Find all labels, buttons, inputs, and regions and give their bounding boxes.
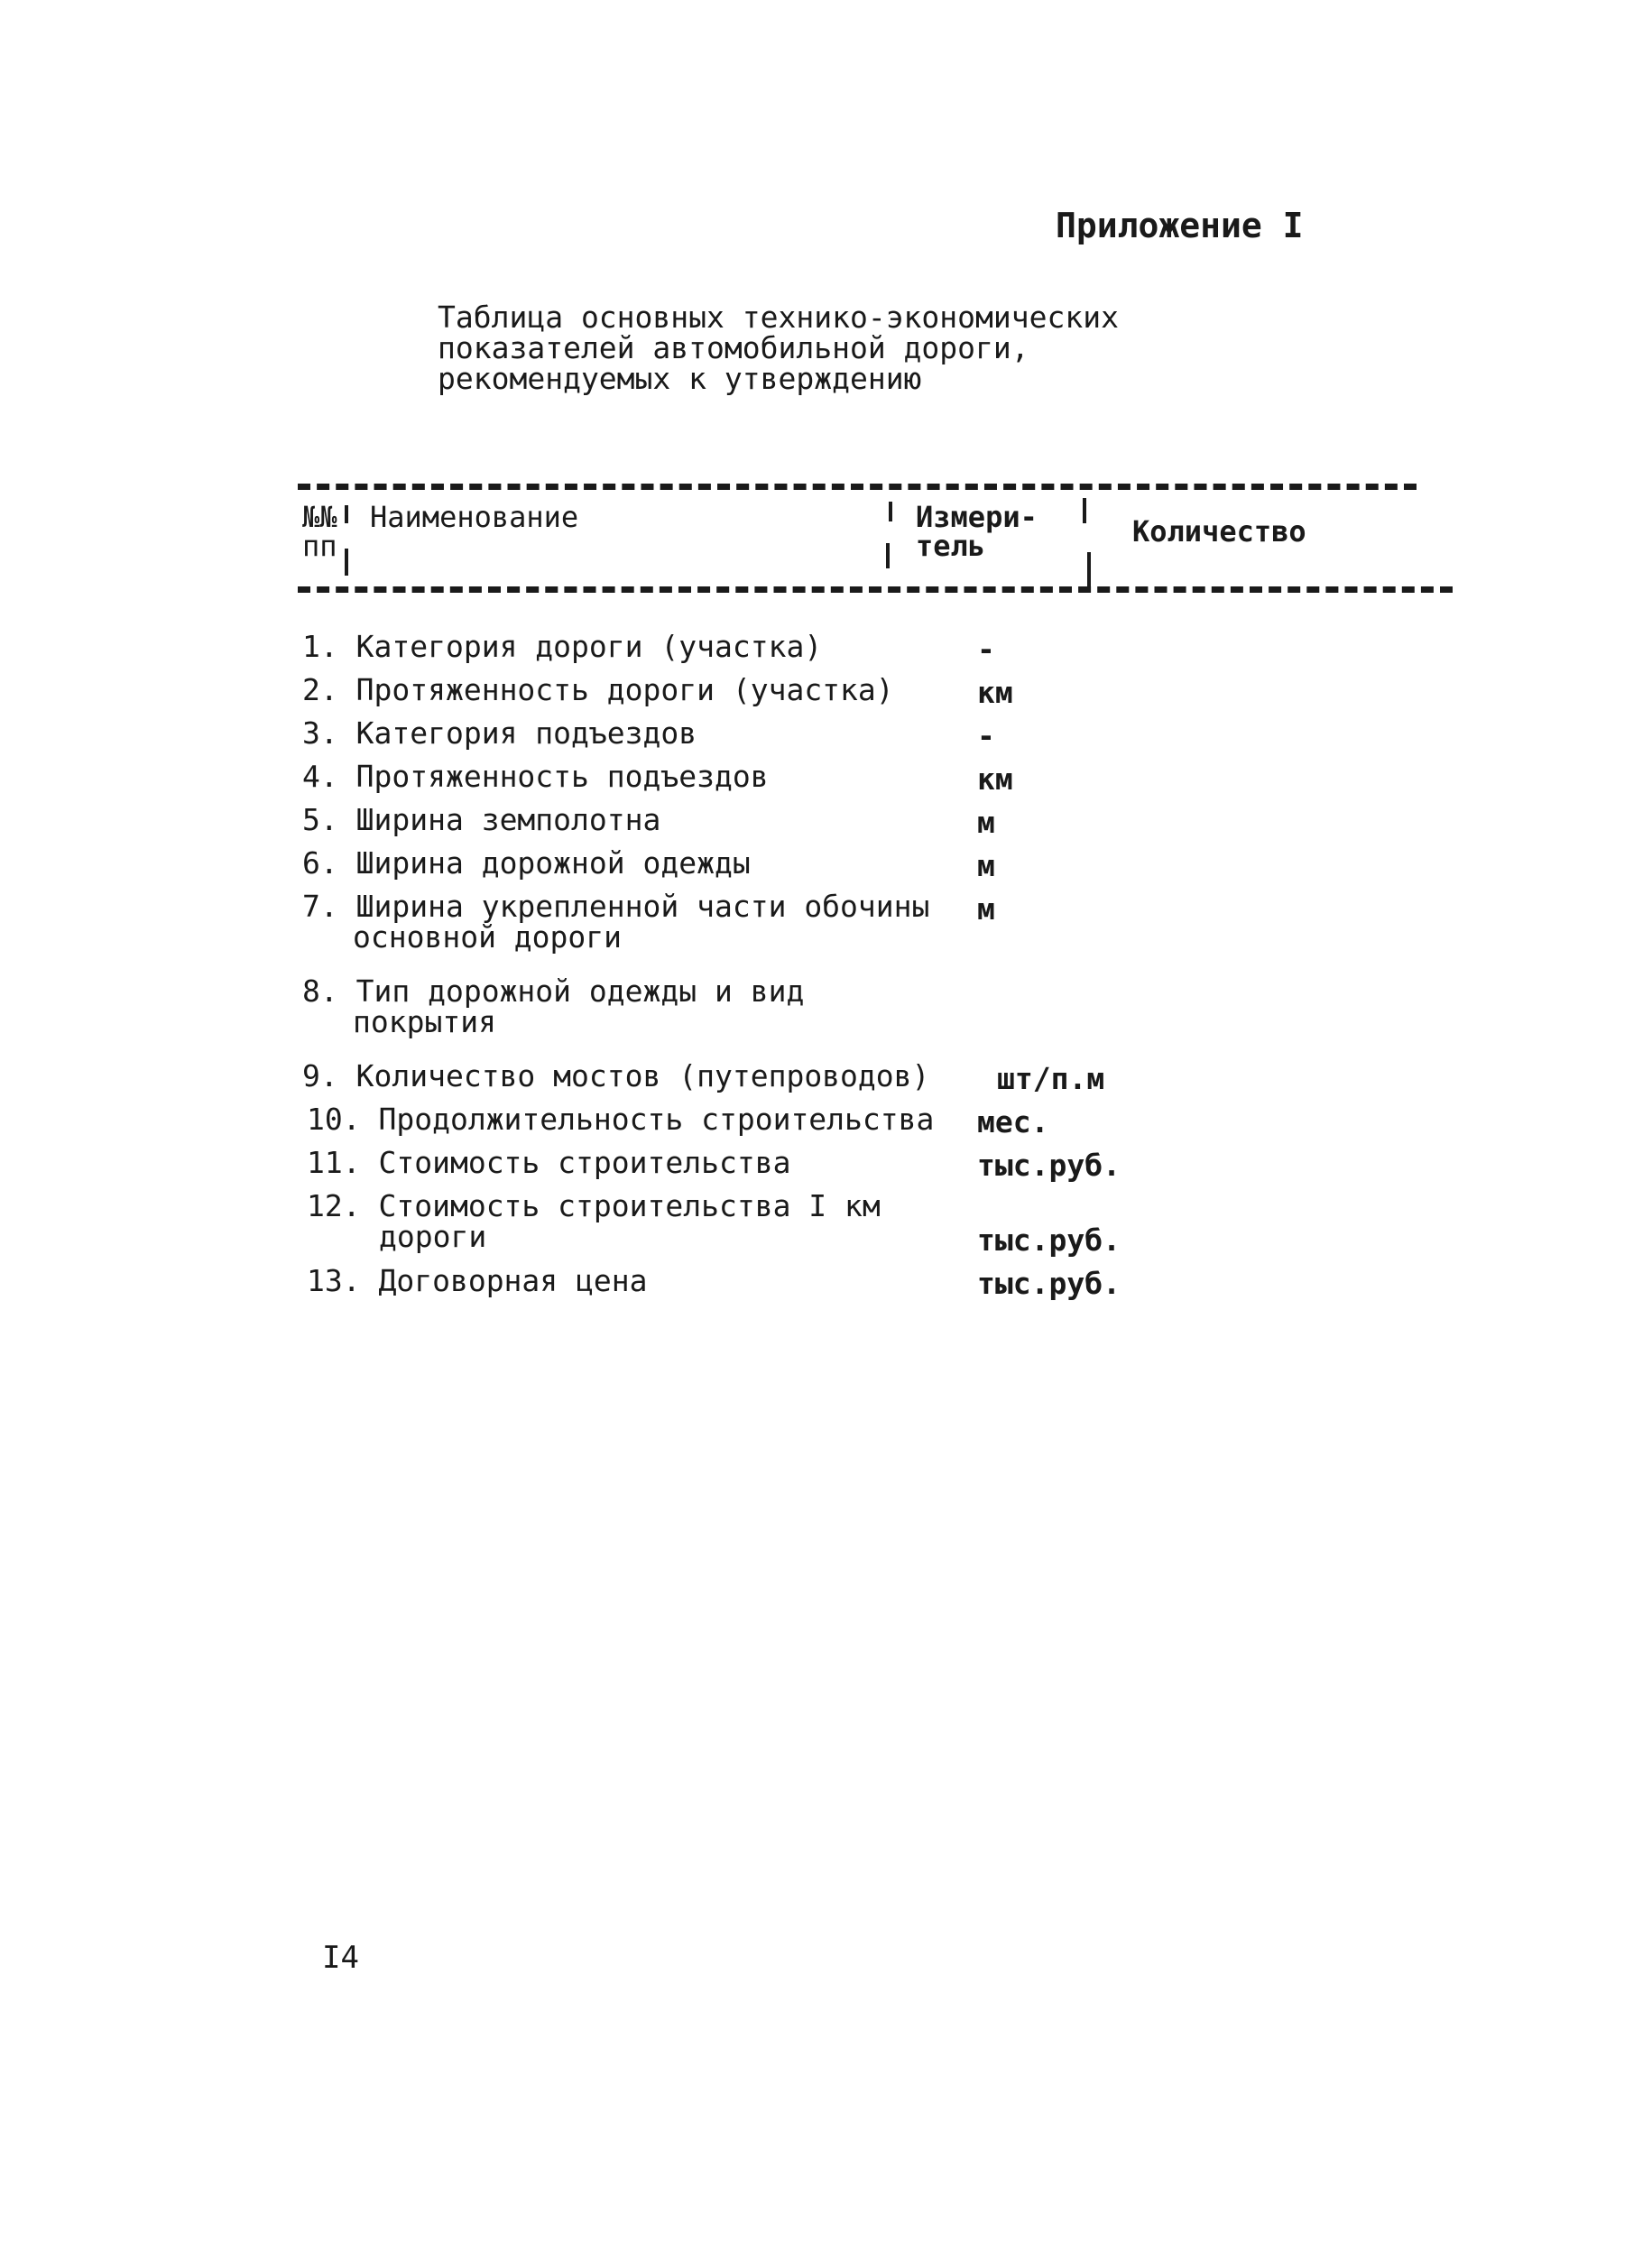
row-number: 6. (302, 845, 338, 881)
row-number: 5. (302, 802, 338, 837)
table-row (302, 891, 929, 953)
header-top-rule (298, 484, 1417, 490)
table-row (302, 672, 894, 707)
row-name: Категория дороги (участка) (355, 629, 823, 664)
row-name: Категория подъездов (355, 715, 697, 751)
row-unit: км (977, 675, 1013, 710)
row-unit: шт/п.м (997, 1061, 1105, 1096)
row-number: 2. (302, 672, 338, 707)
table-row (307, 1263, 648, 1298)
table-row (302, 715, 697, 751)
row-number: 4. (302, 759, 338, 794)
column-divider (1087, 552, 1091, 588)
row-name: Количество мостов (путепроводов) (355, 1058, 930, 1093)
row-name: Ширина укрепленной части обочины (355, 889, 930, 924)
column-divider (345, 505, 348, 523)
table-row (302, 1058, 930, 1093)
header-num-line2: пп (302, 529, 337, 563)
column-divider (886, 543, 890, 568)
row-unit: мес. (977, 1104, 1049, 1139)
row-name-continuation: основной дороги (353, 919, 623, 955)
header-num-line1: №№ (302, 500, 337, 534)
table-row (302, 761, 769, 792)
row-number: 11. (307, 1145, 361, 1180)
row-name-continuation: дороги (379, 1219, 487, 1254)
table-title-line: рекомендуемых к утверждению (438, 361, 922, 396)
row-number: 9. (302, 1058, 338, 1093)
row-name: Ширина земполотна (355, 802, 661, 837)
table-row (302, 629, 823, 664)
table-row (302, 845, 751, 881)
row-unit: - (977, 718, 995, 753)
row-unit: тыс.руб. (977, 1148, 1121, 1183)
appendix-label: Приложение I (1056, 206, 1304, 245)
header-name: Наименование (370, 500, 579, 534)
column-divider (345, 549, 348, 576)
row-unit: м (977, 891, 995, 927)
row-number: 13. (307, 1263, 361, 1298)
header-unit-line2: тель (916, 529, 986, 563)
row-name: Договорная цена (378, 1263, 648, 1298)
row-number: 8. (302, 973, 338, 1009)
row-unit: км (977, 761, 1013, 797)
row-name: Протяженность дороги (участка) (355, 672, 894, 707)
row-name: Стоимость строительства I км (378, 1188, 881, 1223)
row-number: 12. (307, 1188, 361, 1223)
row-name-continuation: покрытия (353, 1004, 496, 1039)
row-name: Протяженность подъездов (355, 759, 769, 794)
header-quantity: Количество (1132, 514, 1306, 549)
table-title-line: Таблица основных технико-экономических (438, 300, 1119, 335)
row-unit: - (977, 632, 995, 667)
header-unit-line1: Измери- (916, 500, 1038, 534)
header-unit (916, 500, 1038, 563)
row-name: Стоимость строительства (378, 1145, 791, 1180)
table-title-line: показателей автомобильной дороги, (438, 330, 1029, 365)
table-row (302, 802, 661, 837)
row-unit: тыс.руб. (977, 1266, 1121, 1301)
table-row (307, 1104, 934, 1135)
column-divider (1083, 498, 1086, 523)
row-unit: м (977, 848, 995, 883)
header-num (302, 500, 337, 563)
table-row (302, 973, 805, 1039)
row-unit: м (977, 805, 995, 840)
row-number: 10. (307, 1102, 361, 1137)
row-name: Тип дорожной одежды и вид (355, 973, 805, 1009)
row-unit: тыс.руб. (977, 1222, 1121, 1258)
row-name: Продолжительность строительства (378, 1102, 935, 1137)
table-title (438, 302, 1119, 394)
column-divider (889, 502, 892, 521)
header-bottom-rule (298, 586, 1453, 593)
row-number: 7. (302, 889, 338, 924)
row-number: 3. (302, 715, 338, 751)
table-row (307, 1188, 881, 1254)
row-number: 1. (302, 629, 338, 664)
row-name: Ширина дорожной одежды (355, 845, 751, 881)
table-row (307, 1145, 791, 1180)
page-number: I4 (322, 1940, 359, 1976)
